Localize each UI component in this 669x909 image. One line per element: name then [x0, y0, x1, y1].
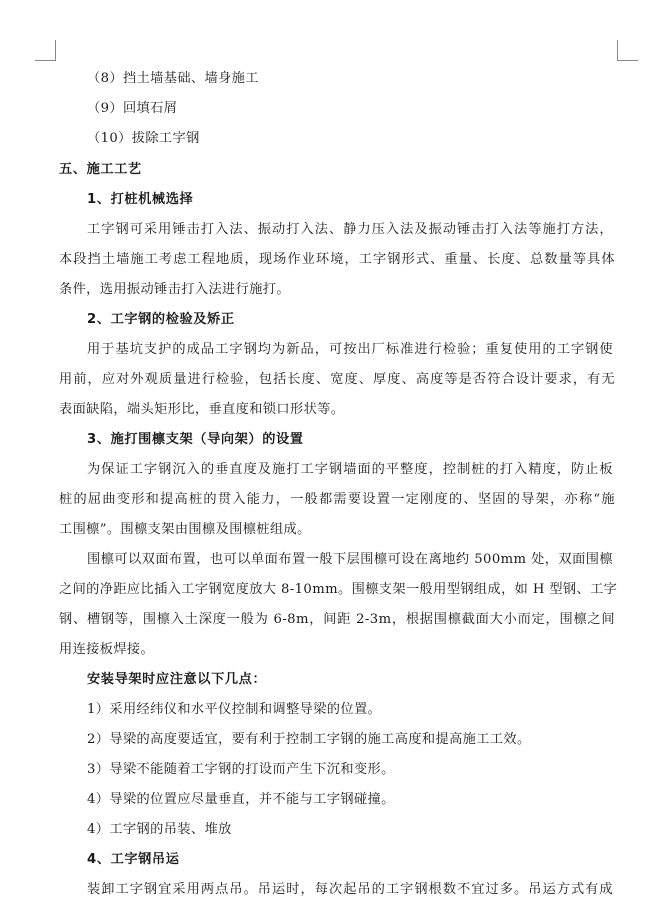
- notes-heading: 安装导架时应注意以下几点：: [87, 672, 267, 687]
- paragraph-line: 本段挡土墙施工考虑工程地质，现场作业环境，工字钢形式、重量、长度、总数量等具体: [59, 252, 615, 267]
- paragraph-line: 钢、槽钢等，围檩入土深度一般为 6-8m，间距 2-3m，根据围檩截面大小而定，围檩之间: [59, 612, 615, 627]
- paragraph-line: 工围檩”。围檩支架由围檩及围檩桩组成。: [59, 522, 311, 537]
- note-item: 3）导梁不能随着工字钢的打设而产生下沉和变形。: [87, 762, 395, 777]
- paragraph-line: 用于基坑支护的成品工字钢均为新品，可按出厂标准进行检验；重复使用的工字钢使: [87, 342, 613, 357]
- section-heading-5: 五、施工工艺: [59, 162, 142, 177]
- subsection-heading-3: 3、施打围檩支架（导向架）的设置: [87, 432, 304, 447]
- subsection-heading-4: 4、工字钢吊运: [87, 852, 180, 867]
- subsection-heading-1: 1、打桩机械选择: [87, 192, 194, 207]
- paragraph-line: 桩的屈曲变形和提高桩的贯入能力，一般都需要设置一定刚度的、坚固的导架，亦称“施: [59, 492, 615, 507]
- paragraph-line: 工字钢可采用锤击打入法、振动打入法、静力压入法及振动锤击打入法等施打方法，: [87, 222, 613, 237]
- note-item: 4）导梁的位置应尽量垂直，并不能与工字钢碰撞。: [87, 792, 395, 807]
- paragraph-line: 围檩可以双面布置，也可以单面布置一般下层围檩可设在离地约 500mm 处，双面围檩: [87, 552, 613, 567]
- paragraph-line: 条件，选用振动锤击打入法进行施打。: [59, 282, 290, 297]
- subsection-heading-2: 2、工字钢的检验及矫正: [87, 312, 235, 327]
- note-item: 2）导梁的高度要适宜，要有利于控制工字钢的施工高度和提高施工工效。: [87, 732, 531, 747]
- paragraph-line: 用连接板焊接。: [59, 642, 155, 657]
- paragraph-line: 为保证工字钢沉入的垂直度及施打工字钢墙面的平整度，控制桩的打入精度，防止板: [87, 462, 613, 477]
- paragraph-line: 之间的净距应比插入工字钢宽度放大 8-10mm。围檩支架一般用型钢组成，如 H 型钢、工字: [59, 582, 618, 597]
- list-item-10: （10）拔除工字钢: [87, 131, 200, 146]
- paragraph-line: 装卸工字钢宜采用两点吊。吊运时，每次起吊的工字钢根数不宜过多。吊运方式有成: [87, 882, 613, 897]
- paragraph-line: 表面缺陷，端头矩形比，垂直度和锁口形状等。: [59, 402, 345, 417]
- page-corner-mark-top-left: [35, 40, 56, 61]
- paragraph-line: 用前，应对外观质量进行检验，包括长度、宽度、厚度、高度等是否符合设计要求，有无: [59, 372, 615, 387]
- list-item-9: （9）回填石屑: [87, 101, 178, 116]
- page-corner-mark-top-right: [617, 40, 638, 61]
- note-item: 1）采用经纬仪和水平仪控制和调整导梁的位置。: [87, 702, 382, 717]
- list-item-8: （8）挡土墙基础、墙身施工: [87, 71, 259, 86]
- note-item: 4）工字钢的吊装、堆放: [87, 822, 232, 837]
